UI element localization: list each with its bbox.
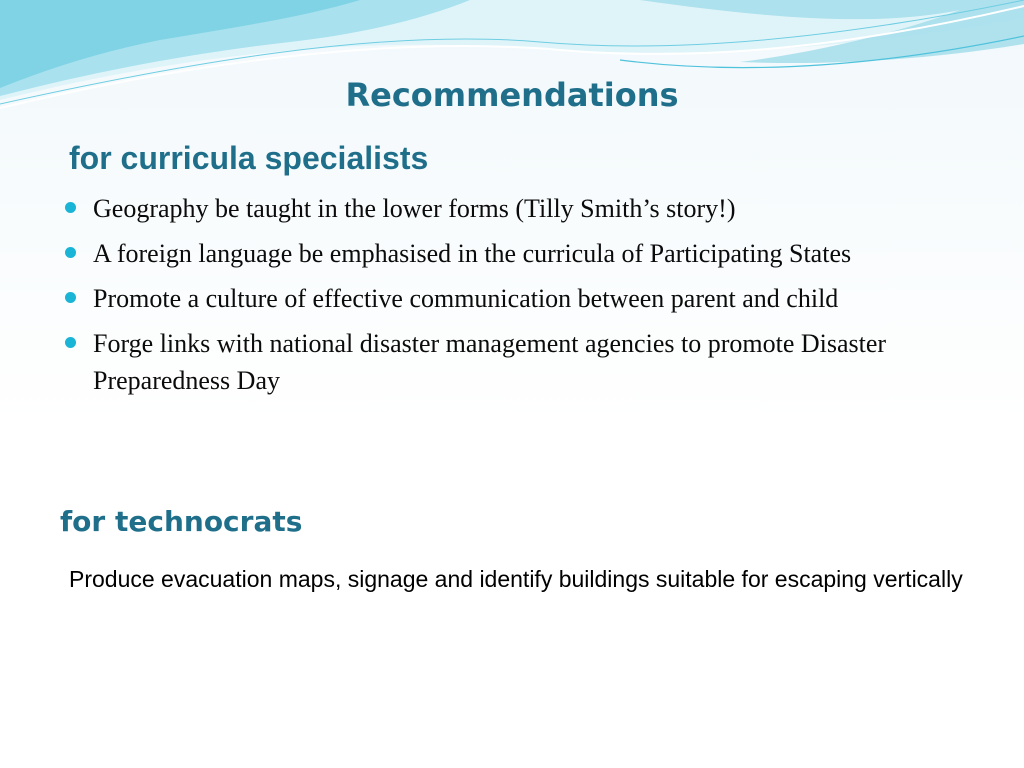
bullet-text: Promote a culture of effective communication between parent and child <box>93 284 839 313</box>
bullet-dot-icon <box>65 202 76 213</box>
section-heading-curricula: for curricula specialists <box>69 140 429 176</box>
bullet-item <box>60 190 950 227</box>
bullet-dot-icon <box>65 247 76 258</box>
bullet-list <box>60 190 950 407</box>
bullet-text: A foreign language be emphasised in the curricula of Participating States <box>93 239 852 268</box>
bullet-item <box>60 235 950 272</box>
bullet-dot-icon <box>65 292 76 303</box>
bullet-text: Geography be taught in the lower forms (Tilly Smith’s story!) <box>93 194 736 223</box>
section-heading-technocrats: for technocrats <box>60 505 303 538</box>
bullet-text: Forge links with national disaster management agencies to promote Disaster Preparedness Day <box>93 329 887 395</box>
bullet-item <box>60 325 950 399</box>
bullet-dot-icon <box>65 337 76 348</box>
slide-title: Recommendations <box>345 76 679 114</box>
bullet-item <box>60 280 950 317</box>
technocrats-text: Produce evacuation maps, signage and identify buildings suitable for escaping vertically <box>69 566 963 592</box>
